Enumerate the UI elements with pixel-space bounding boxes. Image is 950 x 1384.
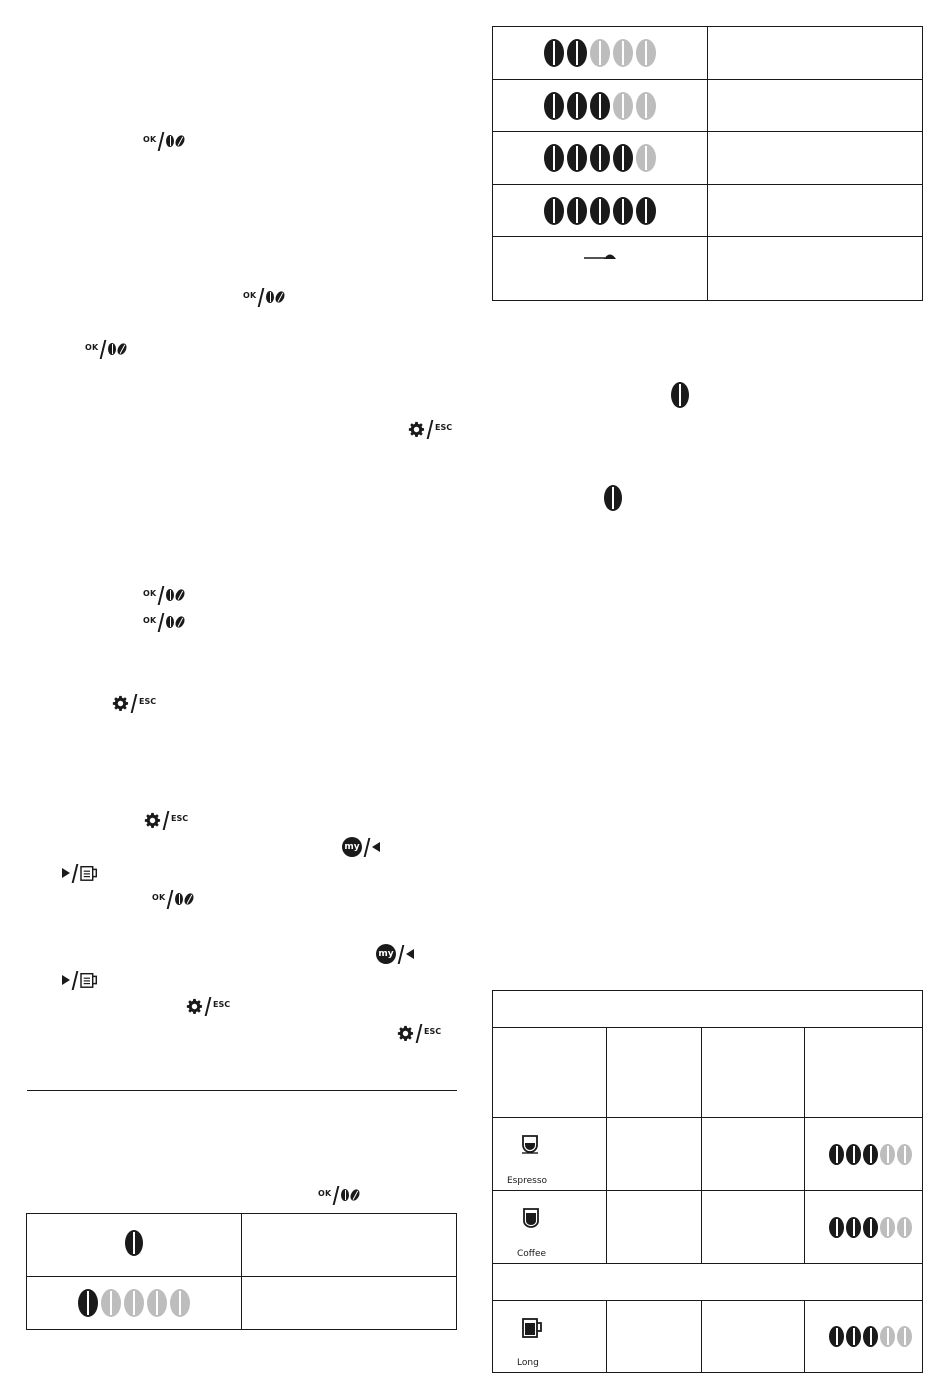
bean-strength-table-left [26, 1213, 457, 1330]
beverage-label: Long [517, 1358, 539, 1368]
ok-text: OK [143, 588, 157, 598]
bean-filled-icon [829, 1217, 844, 1238]
bean-icon [174, 134, 187, 148]
bean-filled-icon [863, 1217, 878, 1238]
slash-divider [398, 945, 405, 964]
ok-text: OK [143, 615, 157, 625]
column-header-cell [702, 1028, 805, 1118]
esc-text: ESC [435, 422, 453, 432]
bean-scale [493, 197, 707, 225]
bean-filled-icon [567, 197, 587, 225]
ok-text: OK [85, 342, 99, 352]
strength-symbol-cell [493, 237, 708, 301]
bean-empty-icon [880, 1217, 895, 1238]
bean-filled-icon [863, 1326, 878, 1347]
bean-filled-icon [863, 1144, 878, 1165]
bean-empty-icon [897, 1217, 912, 1238]
settings-esc-button-icon [186, 996, 230, 1016]
bean-scale [493, 92, 707, 120]
ok-text: OK [143, 134, 157, 144]
table-section-cell [493, 1264, 923, 1301]
table-row [493, 1301, 923, 1373]
single-bean-icon [604, 485, 622, 511]
beverage-value-cell [702, 1301, 805, 1373]
bean-filled-icon [846, 1144, 861, 1165]
strength-desc-cell [708, 27, 923, 80]
right-menu-button-icon [62, 863, 100, 883]
slash-divider [131, 694, 138, 713]
my-icon: my [342, 837, 362, 857]
table-row [493, 1191, 923, 1264]
ok-button-icon [152, 889, 193, 909]
slash-divider [72, 971, 79, 990]
bean-filled-icon [567, 144, 587, 172]
ok-button-icon [243, 287, 284, 307]
bean-icon [166, 589, 174, 601]
bean-filled-icon [567, 92, 587, 120]
table-row [493, 27, 923, 80]
beverage-value-cell [702, 1191, 805, 1264]
ok-button-icon [143, 585, 184, 605]
slash-divider [158, 132, 165, 151]
bean-filled-icon [613, 197, 633, 225]
bean-filled-icon [829, 1326, 844, 1347]
bean-empty-icon [880, 1144, 895, 1165]
bean-icon [266, 291, 274, 303]
table-row [493, 132, 923, 185]
my-left-button-icon [376, 944, 414, 964]
table-row [27, 1214, 457, 1277]
section-divider [27, 1090, 457, 1091]
single-bean-icon [125, 1230, 143, 1256]
esc-text: ESC [171, 813, 189, 823]
gear-icon [186, 998, 203, 1015]
table-row [493, 185, 923, 237]
bean-icon [166, 616, 174, 628]
ok-button-icon [143, 612, 184, 632]
table-row [493, 1118, 923, 1191]
slash-divider [427, 420, 434, 439]
beverage-label: Coffee [517, 1249, 547, 1259]
strength-desc-cell [708, 80, 923, 132]
bean-icon [174, 615, 187, 629]
beverage-cell [493, 1191, 607, 1264]
bean-scale [493, 144, 707, 172]
bean-icon [341, 1189, 349, 1201]
bean-filled-icon [544, 144, 564, 172]
right-menu-button-icon [62, 970, 100, 990]
coffee-cup-icon [522, 1207, 540, 1229]
table-row [493, 1264, 923, 1301]
strength-symbol-cell [493, 27, 708, 80]
bean-empty-icon [613, 92, 633, 120]
gear-icon [408, 421, 425, 438]
bean-empty-icon [613, 39, 633, 67]
beverage-value-cell [607, 1118, 702, 1191]
esc-text: ESC [139, 696, 157, 706]
bean-icon [116, 342, 129, 356]
ground-coffee-scoop-icon [583, 250, 617, 262]
beverage-cell [493, 1118, 607, 1191]
slash-divider [158, 586, 165, 605]
esc-text: ESC [213, 999, 231, 1009]
slash-divider [100, 340, 107, 359]
bean-filled-icon [613, 144, 633, 172]
settings-esc-button-icon [144, 810, 188, 830]
strength-symbol-cell [493, 80, 708, 132]
bean-filled-icon [846, 1217, 861, 1238]
bean-icon [175, 893, 183, 905]
strength-symbol-cell [27, 1277, 242, 1330]
bean-scale [27, 1289, 241, 1317]
slash-divider [364, 838, 371, 857]
strength-desc-cell [708, 132, 923, 185]
strength-symbol-cell [27, 1214, 242, 1277]
gear-icon [144, 812, 161, 829]
beverage-label: Espresso [507, 1176, 548, 1186]
my-icon: my [376, 944, 396, 964]
bean-icon [108, 343, 116, 355]
bean-filled-icon [544, 39, 564, 67]
slash-divider [258, 288, 265, 307]
slash-divider [333, 1186, 340, 1205]
bean-empty-icon [897, 1144, 912, 1165]
bean-icon [183, 892, 196, 906]
bean-filled-icon [544, 197, 564, 225]
bean-filled-icon [590, 92, 610, 120]
table-row [27, 1277, 457, 1330]
table-row [493, 237, 923, 301]
bean-filled-icon [78, 1289, 98, 1317]
slash-divider [163, 811, 170, 830]
bean-empty-icon [880, 1326, 895, 1347]
settings-esc-button-icon [408, 419, 452, 439]
ok-button-icon [85, 339, 126, 359]
bean-filled-icon [829, 1144, 844, 1165]
bean-empty-icon [170, 1289, 190, 1317]
strength-desc-cell [708, 185, 923, 237]
bean-filled-icon [590, 144, 610, 172]
bean-empty-icon [636, 92, 656, 120]
beverage-strength-cell [805, 1191, 923, 1264]
table-header-cell [493, 991, 923, 1028]
arrow-right-icon [62, 975, 70, 985]
slash-divider [158, 613, 165, 632]
bean-empty-icon [101, 1289, 121, 1317]
long-mug-icon [521, 1317, 543, 1339]
settings-esc-button-icon [112, 693, 156, 713]
beverage-table [492, 990, 923, 1373]
bean-empty-icon [636, 144, 656, 172]
strength-desc-cell [242, 1277, 457, 1330]
slash-divider [205, 997, 212, 1016]
arrow-left-icon [372, 842, 380, 852]
column-header-cell [805, 1028, 923, 1118]
beverage-value-cell [702, 1118, 805, 1191]
beverage-cell [493, 1301, 607, 1373]
bean-scale [805, 1326, 922, 1347]
strength-symbol-cell [493, 185, 708, 237]
espresso-cup-icon [521, 1134, 539, 1154]
menu-cup-icon [80, 864, 100, 882]
ok-button-icon [318, 1185, 359, 1205]
beverage-strength-cell [805, 1301, 923, 1373]
strength-symbol-cell [493, 132, 708, 185]
beverage-value-cell [607, 1301, 702, 1373]
bean-filled-icon [567, 39, 587, 67]
beverage-strength-cell [805, 1118, 923, 1191]
slash-divider [72, 864, 79, 883]
menu-cup-icon [80, 971, 100, 989]
bean-scale [805, 1217, 922, 1238]
table-row [493, 991, 923, 1028]
bean-scale [493, 39, 707, 67]
ok-button-icon [143, 131, 184, 151]
bean-filled-icon [544, 92, 564, 120]
settings-esc-button-icon [397, 1023, 441, 1043]
arrow-left-icon [406, 949, 414, 959]
bean-icon [166, 135, 174, 147]
esc-text: ESC [424, 1026, 442, 1036]
table-row [493, 80, 923, 132]
bean-filled-icon [636, 197, 656, 225]
bean-empty-icon [636, 39, 656, 67]
my-left-button-icon [342, 837, 380, 857]
bean-empty-icon [897, 1326, 912, 1347]
gear-icon [112, 695, 129, 712]
bean-scale [805, 1144, 922, 1165]
bean-filled-icon [590, 197, 610, 225]
strength-desc-cell [242, 1214, 457, 1277]
bean-empty-icon [147, 1289, 167, 1317]
gear-icon [397, 1025, 414, 1042]
ok-text: OK [243, 290, 257, 300]
table-row [493, 1028, 923, 1118]
bean-filled-icon [846, 1326, 861, 1347]
bean-strength-table-right [492, 26, 923, 301]
ok-text: OK [318, 1188, 332, 1198]
bean-empty-icon [124, 1289, 144, 1317]
beverage-value-cell [607, 1191, 702, 1264]
bean-empty-icon [590, 39, 610, 67]
bean-icon [274, 290, 287, 304]
ok-text: OK [152, 892, 166, 902]
bean-icon [349, 1188, 362, 1202]
slash-divider [416, 1024, 423, 1043]
column-header-cell [493, 1028, 607, 1118]
single-bean-icon [671, 382, 689, 408]
bean-icon [174, 588, 187, 602]
strength-desc-cell [708, 237, 923, 301]
arrow-right-icon [62, 868, 70, 878]
slash-divider [167, 890, 174, 909]
column-header-cell [607, 1028, 702, 1118]
